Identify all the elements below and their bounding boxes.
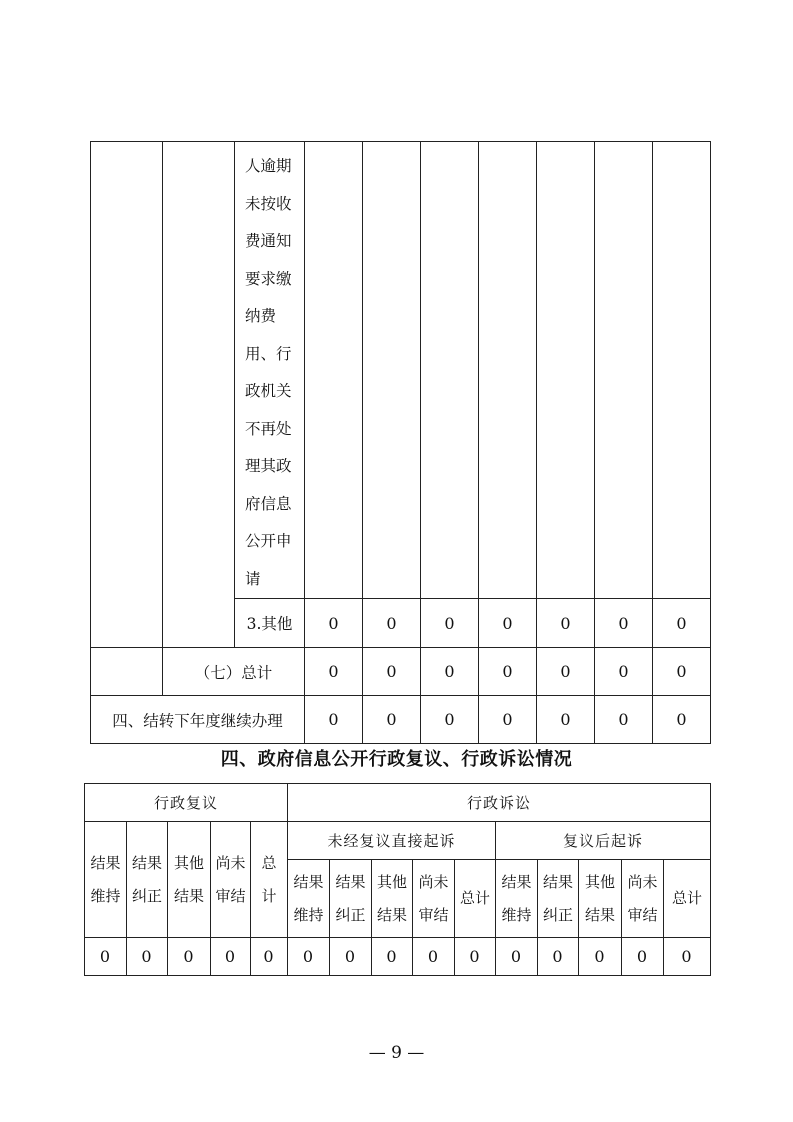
- value-cell: 0: [251, 938, 288, 976]
- partial-label-line: 政机关: [245, 382, 292, 400]
- col-header: 结果 维持: [288, 860, 330, 938]
- col-header-total: 总 计: [251, 822, 288, 938]
- col-header: 其他 结果: [168, 822, 211, 938]
- value-cell: 0: [538, 938, 579, 976]
- partial-label-line: 请: [245, 569, 261, 588]
- review-litigation-table: [84, 783, 711, 976]
- value-cell: 0: [537, 648, 595, 696]
- value-cell: 0: [363, 648, 421, 696]
- value-cell: 0: [421, 696, 479, 744]
- col-header-total: 总计: [455, 860, 496, 938]
- value-cell: 0: [85, 938, 127, 976]
- partial-label-line: 理其政: [245, 457, 292, 475]
- value-cell: 0: [363, 696, 421, 744]
- value-cell: 0: [595, 648, 653, 696]
- subgroup-header-after: 复议后起诉: [496, 822, 711, 860]
- partial-label-line: 用、行: [245, 344, 292, 363]
- partial-label-line: 未按收: [245, 194, 292, 213]
- col-header: 结果 纠正: [538, 860, 579, 938]
- value-cell: 0: [664, 938, 711, 976]
- value-cell: 0: [579, 938, 622, 976]
- row-label: 四、结转下年度继续办理: [91, 696, 305, 744]
- value-cell: 0: [653, 599, 711, 648]
- group-header-litigation: 行政诉讼: [288, 784, 711, 822]
- value-cell: 0: [496, 938, 538, 976]
- partial-label-line: 公开申: [245, 532, 292, 550]
- group-header-review: 行政复议: [85, 784, 288, 822]
- col-header: 尚未 审结: [211, 822, 251, 938]
- col-header: 结果 维持: [85, 822, 127, 938]
- value-cell: 0: [537, 599, 595, 648]
- value-cell: 0: [479, 599, 537, 648]
- category-cell: [91, 142, 163, 648]
- value-cell: 0: [421, 599, 479, 648]
- value-cell: 0: [305, 648, 363, 696]
- section-heading: 四、政府信息公开行政复议、行政诉讼情况: [220, 749, 573, 770]
- value-cell: 0: [288, 938, 330, 976]
- col-header: 结果 纠正: [330, 860, 372, 938]
- value-cell: 0: [595, 599, 653, 648]
- partial-label-line: 费通知: [245, 232, 292, 250]
- value-cell: 0: [330, 938, 372, 976]
- value-cell: 0: [622, 938, 664, 976]
- value-cell: 0: [168, 938, 211, 976]
- partial-label-line: 纳费: [245, 307, 277, 325]
- value-cell: 0: [363, 599, 421, 648]
- row-label: 3.其他: [235, 599, 305, 648]
- value-cell: 0: [211, 938, 251, 976]
- col-header: 尚未 审结: [622, 860, 664, 938]
- partial-label-line: 不再处: [245, 419, 292, 438]
- col-header: 其他 结果: [579, 860, 622, 938]
- value-cell: 0: [305, 599, 363, 648]
- partial-label-line: 府信息: [245, 494, 292, 513]
- value-cell: 0: [479, 648, 537, 696]
- value-cell: 0: [595, 696, 653, 744]
- col-header: 尚未 审结: [413, 860, 455, 938]
- value-cell: 0: [421, 648, 479, 696]
- row-label: （七）总计: [163, 648, 305, 696]
- value-cell: 0: [305, 696, 363, 744]
- value-cell: 0: [455, 938, 496, 976]
- partial-label-line: 要求缴: [245, 269, 292, 288]
- value-cell: 0: [372, 938, 413, 976]
- value-cell: 0: [413, 938, 455, 976]
- subgroup-header-direct: 未经复议直接起诉: [288, 822, 496, 860]
- subcategory-cell: [163, 142, 235, 648]
- disposal-table-continued: [90, 141, 711, 744]
- partial-label-cell: [235, 142, 305, 599]
- value-cell: 0: [479, 696, 537, 744]
- partial-label-line: 人逾期: [245, 157, 292, 175]
- value-cell: 0: [653, 696, 711, 744]
- col-header-total: 总计: [664, 860, 711, 938]
- col-header: 其他 结果: [372, 860, 413, 938]
- value-cell: 0: [653, 648, 711, 696]
- page-number: — 9 —: [368, 1043, 425, 1063]
- category-cell-continued: [91, 648, 163, 696]
- col-header: 结果 纠正: [127, 822, 168, 938]
- col-header: 结果 维持: [496, 860, 538, 938]
- value-cell: 0: [537, 696, 595, 744]
- value-cell: 0: [127, 938, 168, 976]
